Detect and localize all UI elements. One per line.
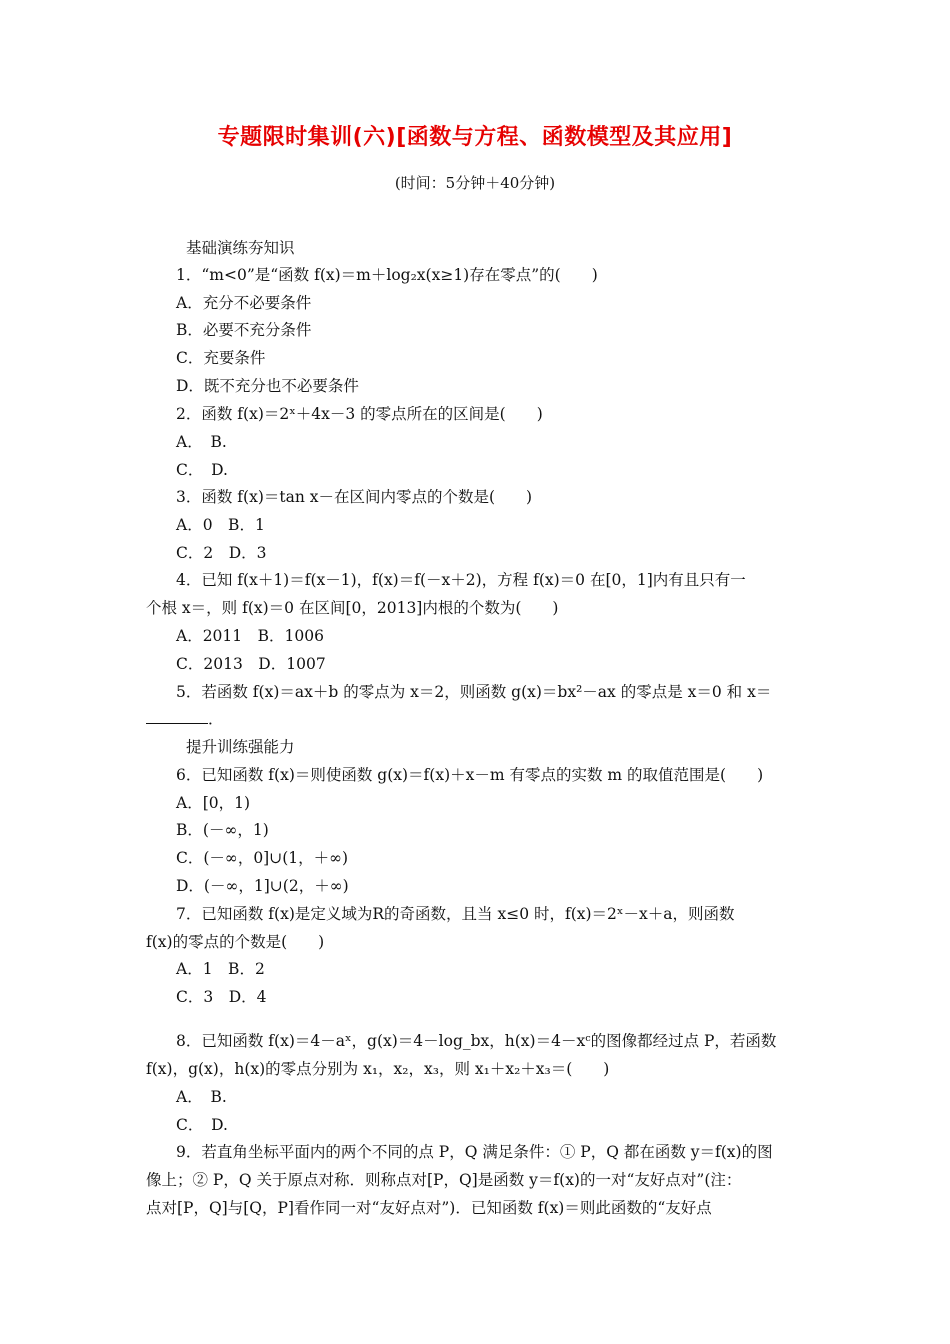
section-advanced-heading: 提升训练强能力: [186, 738, 295, 756]
question-8-line1: 8．已知函数 f(x)＝4－aˣ，g(x)＝4－log_bx，h(x)＝4－xᶜ的图像都经过点 P，若函数: [176, 1032, 777, 1050]
question-7-line2: f(x)的零点的个数是( ): [146, 933, 325, 951]
q7-options-ab: A．1 B．2: [176, 960, 265, 978]
question-9-line1: 9．若直角坐标平面内的两个不同的点 P，Q 满足条件：① P，Q 都在函数 y＝f(x)的图: [176, 1143, 773, 1161]
question-7-line1: 7．已知函数 f(x)是定义域为R的奇函数，且当 x≤0 时，f(x)＝2ˣ－x＋a，则函数: [176, 905, 735, 923]
q3-options-ab: A．0 B．1: [176, 516, 265, 534]
q4-options-ab: A．2011 B．1006: [176, 627, 324, 645]
q1-option-b: B．必要不充分条件: [176, 321, 312, 339]
question-5-line2: [146, 709, 224, 729]
q1-option-a: A．充分不必要条件: [176, 294, 312, 312]
q8-options-cd: C． D.: [176, 1116, 228, 1134]
q6-option-c: C．(－∞，0]∪(1，＋∞): [176, 849, 349, 867]
section-basic-heading: 基础演练夯知识: [186, 239, 295, 257]
q8-options-ab: A． B.: [176, 1088, 227, 1106]
q1-option-c: C．充要条件: [176, 349, 266, 367]
question-6: 6．已知函数 f(x)＝则使函数 g(x)＝f(x)＋x－m 有零点的实数 m 的取值范围是( ): [176, 766, 764, 784]
question-5-line1: 5．若函数 f(x)＝ax＋b 的零点为 x＝2，则函数 g(x)＝bx²－ax 的零点是 x＝0 和 x＝: [176, 683, 772, 701]
question-9-line3: 点对[P，Q]与[Q，P]看作同一对“友好点对”)．已知函数 f(x)＝则此函数的“友好点: [146, 1199, 712, 1217]
question-1: 1．“m<0”是“函数 f(x)＝m＋log₂x(x≥1)存在零点”的( ): [176, 266, 598, 284]
q6-option-a: A．[0，1): [176, 794, 251, 812]
time-note: (时间：5分钟＋40分钟): [394, 174, 556, 192]
q1-option-d: D．既不充分也不必要条件: [176, 377, 359, 395]
q4-options-cd: C．2013 D．1007: [176, 655, 326, 673]
q3-options-cd: C．2 D．3: [176, 544, 267, 562]
question-9-line2: 像上；② P，Q 关于原点对称．则称点对[P，Q]是函数 y＝f(x)的一对“友好点对”(注：: [146, 1171, 742, 1189]
question-3: 3．函数 f(x)＝tan x－在区间内零点的个数是( ): [176, 488, 533, 506]
answer-blank: [146, 709, 208, 724]
page-title: 专题限时集训(六)[函数与方程、函数模型及其应用]: [217, 125, 733, 150]
question-4-line2: 个根 x＝，则 f(x)＝0 在区间[0，2013]内根的个数为( ): [146, 599, 559, 617]
q7-options-cd: C．3 D．4: [176, 988, 267, 1006]
q5-period: ．: [208, 710, 224, 728]
q2-options-cd: C． D.: [176, 461, 228, 479]
question-8-line2: f(x)，g(x)，h(x)的零点分别为 x₁，x₂，x₃，则 x₁＋x₂＋x₃＝( ): [146, 1060, 610, 1078]
q6-option-b: B．(－∞，1): [176, 821, 269, 839]
q2-options-ab: A． B.: [176, 433, 227, 451]
question-4-line1: 4．已知 f(x＋1)＝f(x－1)，f(x)＝f(－x＋2)，方程 f(x)＝0 在[0，1]内有且只有一: [176, 571, 746, 589]
question-2: 2．函数 f(x)＝2ˣ＋4x－3 的零点所在的区间是( ): [176, 405, 543, 423]
q6-option-d: D．(－∞，1]∪(2，＋∞): [176, 877, 349, 895]
